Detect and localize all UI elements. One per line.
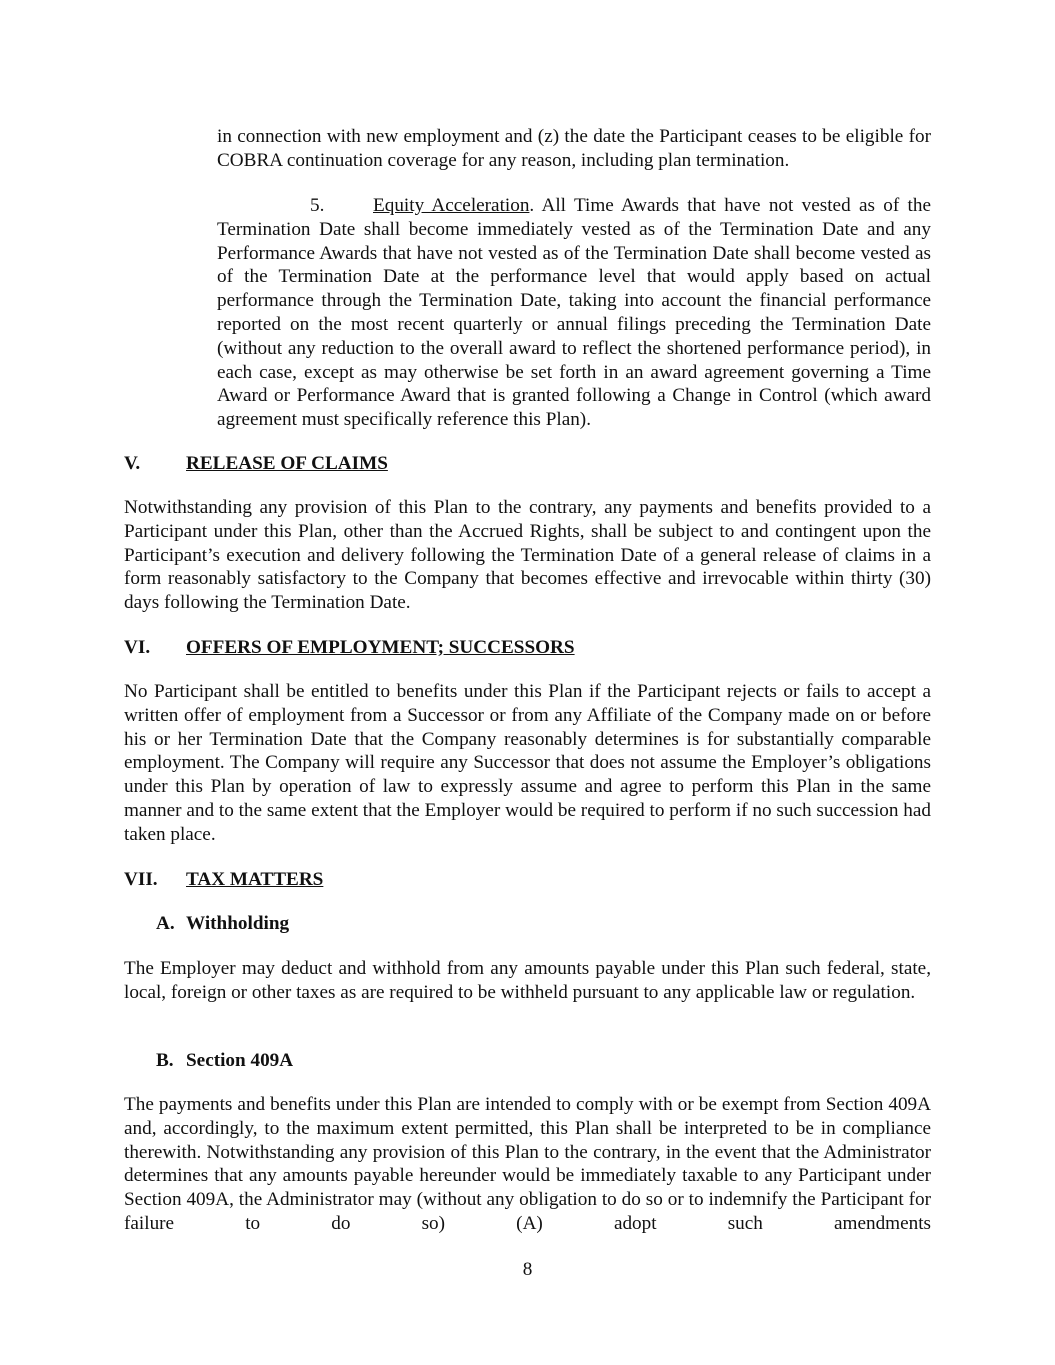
offers-of-employment-paragraph: No Participant shall be entitled to benefits under this Plan if the Participant rejects or fails to accept a written offer of employment from a Successor or from any Affiliate of the Company made on or before his or her Termination Date that the Company reasonably determines is for substantially comparable employment. The Company will require any Successor that does not assume the Employer’s obligations under this Plan by operation of law to expressly assume and agree to perform this Plan in the same manner and to the same extent that the Employer would be required to perform if no such succession had taken place.: [124, 681, 931, 845]
subsection-number: B.: [156, 1050, 174, 1071]
section-heading-tax-matters: [124, 868, 323, 892]
section-title: TAX MATTERS: [186, 869, 324, 890]
section-number: V.: [124, 453, 141, 474]
continuation-paragraph: in connection with new employment and (z) the date the Participant ceases to be eligible for COBRA continuation coverage for any reason, including plan termination.: [217, 126, 931, 171]
release-of-claims-paragraph: Notwithstanding any provision of this Plan to the contrary, any payments and benefits provided to a Participant under this Plan, other than the Accrued Rights, shall be subject to and contingent upon the Participant’s execution and delivery following the Termination Date of a general release of claims in a form reasonably satisfactory to the Company that becomes effective and irrevocable within thirty (30) days following the Termination Date.: [124, 497, 931, 614]
equity-acceleration-paragraph: [217, 194, 931, 432]
section-heading-release-of-claims: [124, 452, 388, 476]
withholding-paragraph: The Employer may deduct and withhold from any amounts payable under this Plan such federal, state, local, foreign or other taxes as are required to be withheld pursuant to any applicable law or regulation.: [124, 958, 931, 1003]
section-title: RELEASE OF CLAIMS: [186, 453, 388, 474]
section-number: VI.: [124, 637, 151, 658]
section-409a-paragraph: The payments and benefits under this Plan are intended to comply with or be exempt from Section 409A and, accordingly, to the maximum extent permitted, this Plan shall be interpreted to be in compliance therewith. Notwithstanding any provision of this Plan to the contrary, in the event that the Administrator determines that any amounts payable hereunder would be immediately taxable to any Participant under Section 409A, the Administrator may (without any obligation to do so or to indemnify the Participant for failure to do so) (A) adopt such amendments: [124, 1094, 931, 1234]
page-number: 8: [522, 1259, 533, 1280]
subsection-number: A.: [156, 913, 175, 934]
subsection-title: Section 409A: [186, 1050, 294, 1071]
paragraph-number: 5.: [310, 195, 325, 216]
section-heading-offers-of-employment: [124, 636, 575, 660]
subsection-heading-section-409a: [156, 1049, 293, 1073]
subsection-title: Withholding: [186, 913, 290, 934]
paragraph-caption: Equity Acceleration: [373, 195, 530, 216]
section-title: OFFERS OF EMPLOYMENT; SUCCESSORS: [186, 637, 575, 658]
paragraph-body: All Time Awards that have not vested as of the Termination Date shall become immediately vested as of the Termination Date and any Performance Awards that have not vested as of the Termination Date shall become vested as of the Termination Date at the performance level that would apply based on actual performance through the Termination Date, taking into account the financial performance reported on the most recent quarterly or annual filings preceding the Termination Date (without any reduction to the overall award to reflect the shortened performance period), in each case, except as may otherwise be set forth in an award agreement governing a Time Award or Performance Award that is granted following a Change in Control (which award agreement must specifically reference this Plan).: [217, 195, 931, 431]
section-number: VII.: [124, 869, 158, 890]
subsection-heading-withholding: [156, 912, 289, 936]
caption-period: .: [529, 195, 535, 216]
